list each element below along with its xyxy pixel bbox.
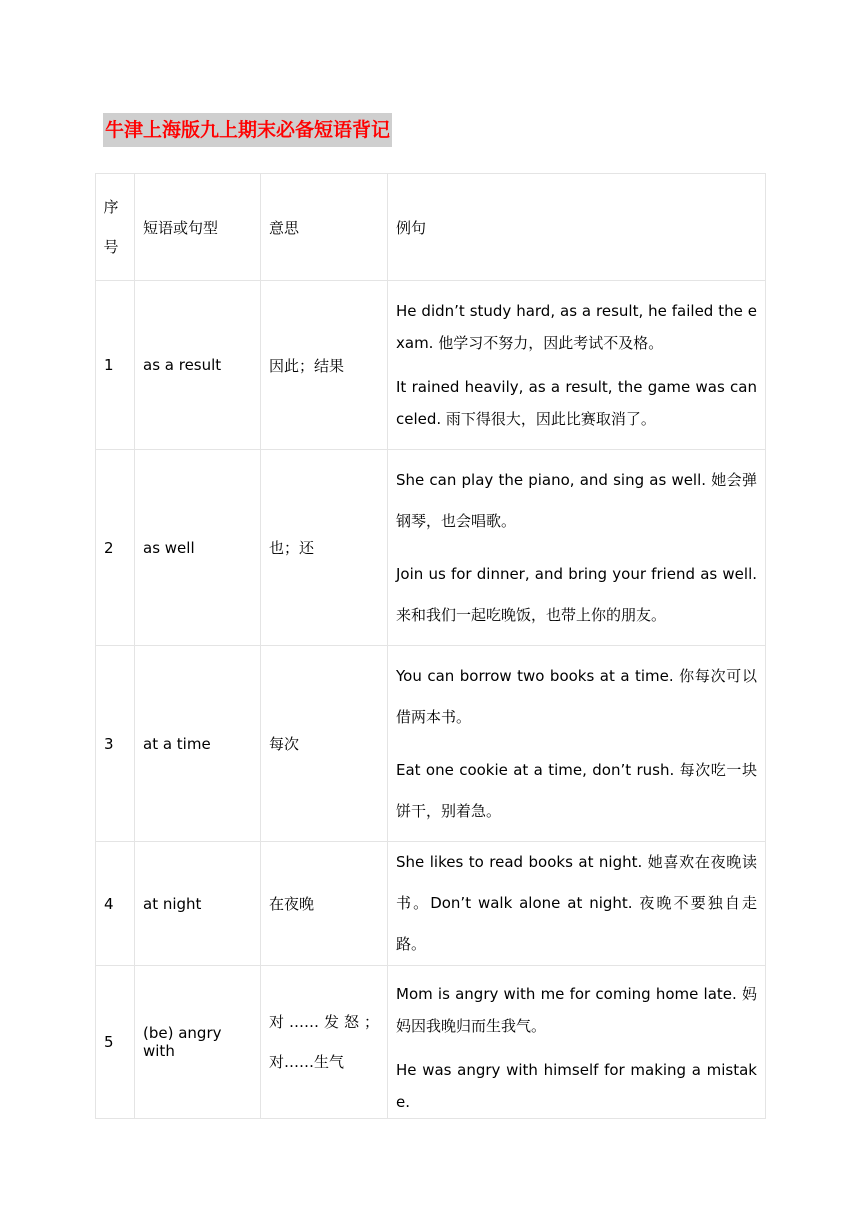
example-sentence: You can borrow two books at a time. 你每次可以借两本书。 [396, 666, 757, 726]
header-number-line1: 序 [103, 198, 119, 216]
row-examples [388, 281, 766, 450]
example-sentence: She likes to read books at night. 她喜欢在夜晚读书。Don’t walk alone at night. 夜晚不要独自走路。 [396, 853, 757, 953]
table-row [96, 966, 766, 1119]
example-sentence: She can play the piano, and sing as well. 她会弹钢琴，也会唱歌。 [396, 470, 757, 530]
header-meaning: 意思 [261, 174, 388, 281]
table-header-row [96, 174, 766, 281]
table-row [96, 281, 766, 450]
example-sentence: Mom is angry with me for coming home late. 妈妈因我晚归而生我气。 [396, 985, 757, 1035]
row-meaning: 在夜晚 [261, 842, 388, 966]
row-number: 5 [96, 966, 135, 1119]
row-number: 4 [96, 842, 135, 966]
example-sentence: Join us for dinner, and bring your friend as well. 来和我们一起吃晚饭，也带上你的朋友。 [396, 564, 757, 624]
row-meaning: 因此；结果 [261, 281, 388, 450]
example-sentence: Eat one cookie at a time, don’t rush. 每次吃一块饼干，别着急。 [396, 760, 757, 820]
row-phrase: as a result [135, 281, 261, 450]
row-examples [388, 842, 766, 966]
row-phrase: at a time [135, 646, 261, 842]
table-row [96, 450, 766, 646]
example-sentence: He didn’t study hard, as a result, he failed the exam. 他学习不努力，因此考试不及格。 [396, 302, 757, 352]
row-meaning-text: 对……发怒；对……生气 [269, 1013, 379, 1071]
row-phrase: (be) angry with [135, 966, 261, 1119]
phrase-table [95, 173, 766, 1119]
table-row [96, 646, 766, 842]
row-phrase: as well [135, 450, 261, 646]
example-sentence: He was angry with himself for making a mistake. [396, 1061, 757, 1111]
row-meaning: 每次 [261, 646, 388, 842]
header-example: 例句 [388, 174, 766, 281]
header-phrase: 短语或句型 [135, 174, 261, 281]
row-meaning: 也；还 [261, 450, 388, 646]
example-sentence: It rained heavily, as a result, the game was canceled. 雨下得很大，因此比赛取消了。 [396, 378, 757, 428]
table-row [96, 842, 766, 966]
document-title: 牛津上海版九上期末必备短语背记 [103, 113, 392, 147]
row-examples [388, 646, 766, 842]
row-examples [388, 450, 766, 646]
header-number-line2: 号 [103, 238, 119, 256]
row-number: 2 [96, 450, 135, 646]
row-meaning [261, 966, 388, 1119]
row-phrase: at night [135, 842, 261, 966]
row-number: 3 [96, 646, 135, 842]
row-number: 1 [96, 281, 135, 450]
row-examples [388, 966, 766, 1119]
header-number [96, 174, 135, 281]
